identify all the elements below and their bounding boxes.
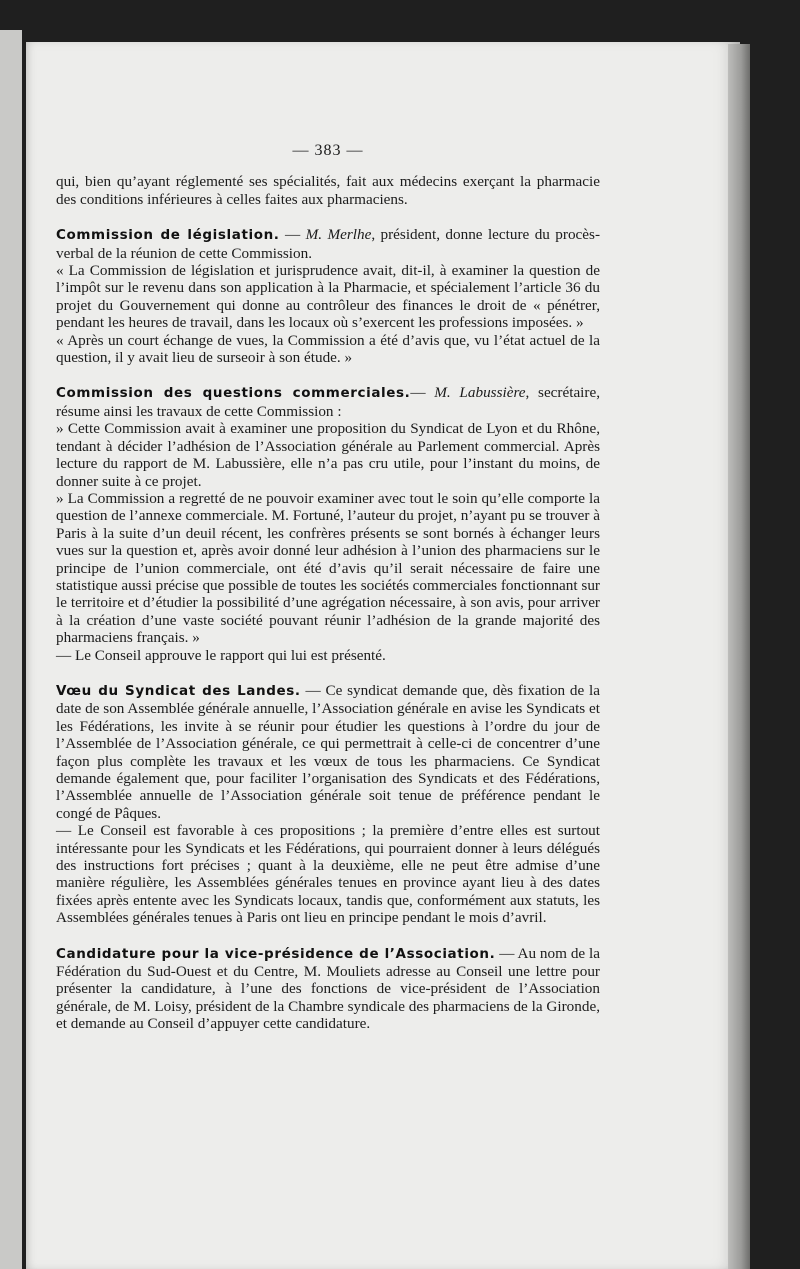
- page-edge-right: [728, 44, 750, 1269]
- paragraph: « Après un court échange de vues, la Commission a été d’avis que, vu l’état actuel de la question, il y avait lieu de surseoir à son étude. »: [56, 331, 600, 367]
- section-heading: Commission de législation.: [56, 227, 280, 244]
- paragraph: » La Commission a regretté de ne pouvoir examiner avec tout le soin qu’elle comporte la question de l’annexe commerciale. M. Fortuné, l’auteur du projet, n’ayant pu se trouver à Paris à la suite d’un deuil récent, les confrères présents se sont bornés à échanger leurs vues sur la question et, après avoir donné leur adhésion à l’union des pharmaciens sur le principe de l’union commerciale, ont été d’avis qu’il serait nécessaire de faire une statistique aussi précise que possible de toutes les sociétés commerciales fonctionnant sur le territoire et d’étudier la possibilité d’une agrégation nécessaire, à son avis, pour arriver à la création d’une vaste société pouvant réunir l’adhésion de la grande majorité des pharmaciens français. »: [56, 489, 600, 647]
- section-heading: Candidature pour la vice-présidence de l’Association.: [56, 945, 496, 962]
- paragraph: « La Commission de législation et jurisprudence avait, dit-il, à examiner la question de l’impôt sur le revenu dans son application à la Pharmacie, et spécialement l’article 36 du projet du Gouvernement qui donne au contrôleur des finances le droit de « pénétrer, pendant les heures de travail, dans les locaux où s’exercent les professions imposées. »: [56, 262, 600, 332]
- paragraph-text: , secrétaire, résume ainsi les travaux de cette Commission :: [56, 384, 600, 420]
- page-edge-left: [0, 30, 22, 1269]
- paragraph-text: , président, donne lecture du procès-verbal de la réunion de cette Commission.: [56, 226, 600, 262]
- person-name: M. Merlhe: [305, 226, 372, 244]
- paragraph: » Cette Commission avait à examiner une proposition du Syndicat de Lyon et du Rhône, tendant à décider l’adhésion de l’Association générale au Parlement commercial. Après lecture du rapport de M. Labussière, elle n’a pas cru utile, pour l’instant du moins, de donner suite à ce projet.: [56, 420, 600, 490]
- person-name: M. Labussière: [434, 384, 526, 402]
- paragraph-text: — Au nom de la Fédération du Sud-Ouest et du Centre, M. Mouliets adresse au Conseil une lettre pour présenter la candidature, à l’une des fonctions de vice-président de l’Association générale, de M. Loisy, président de la Chambre syndicale des pharmaciens de la Gironde, et demande au Conseil d’appuyer cette candidature.: [56, 944, 600, 1033]
- section-heading: Vœu du Syndicat des Landes.: [56, 682, 301, 699]
- paragraph-text: — Ce syndicat demande que, dès fixation de la date de son Assemblée générale annuelle, l’Association générale en avise les Syndicats et les Fédérations, les invite à se réunir pour étudier les questions à l’ordre du jour de l’Assemblée de l’Association générale, ce qui permettrait à celle-ci de concentrer d’une façon plus complète les travaux et les vœux de tous les pharmaciens. Ce Syndicat demande également que, pour faciliter l’organisation des Syndicats et des Fédérations, l’Assemblée annuelle de l’Association générale soit tenue de préférence pendant le congé de Pâques.: [56, 681, 600, 822]
- paragraph: — Le Conseil approuve le rapport qui lui est présenté.: [56, 646, 386, 664]
- section-commission-questions-commerciales: [56, 384, 600, 420]
- paragraph: qui, bien qu’ayant réglementé ses spécialités, fait aux médecins exerçant la pharmacie des conditions inférieures à celles faites aux pharmaciens.: [56, 173, 600, 208]
- section-heading: Commission des questions commerciales.: [56, 385, 411, 402]
- paragraph: — Le Conseil est favorable à ces propositions ; la première d’entre elles est surtout intéressante pour les Syndicats et les Fédérations, qui pourraient donner à leurs délégués des instructions fort précises ; quant à la deuxième, elle ne peut être admise d’une manière régulière, les Assemblées générales tenues en province ayant lieu à des dates fixées après entente avec les Syndicats locaux, tandis que, conformément aux statuts, les Assemblées générales tenues à Paris ont lieu en principe pendant le mois d’avril.: [56, 822, 600, 927]
- dash: —: [279, 226, 306, 244]
- dash: —: [410, 384, 435, 402]
- section-commission-legislation: [56, 226, 600, 262]
- page-number: — 383 —: [292, 142, 364, 159]
- section-candidature-vice-presidence: [56, 945, 600, 1033]
- document-body: [56, 142, 600, 1033]
- section-voeu-syndicat-landes: [56, 682, 600, 822]
